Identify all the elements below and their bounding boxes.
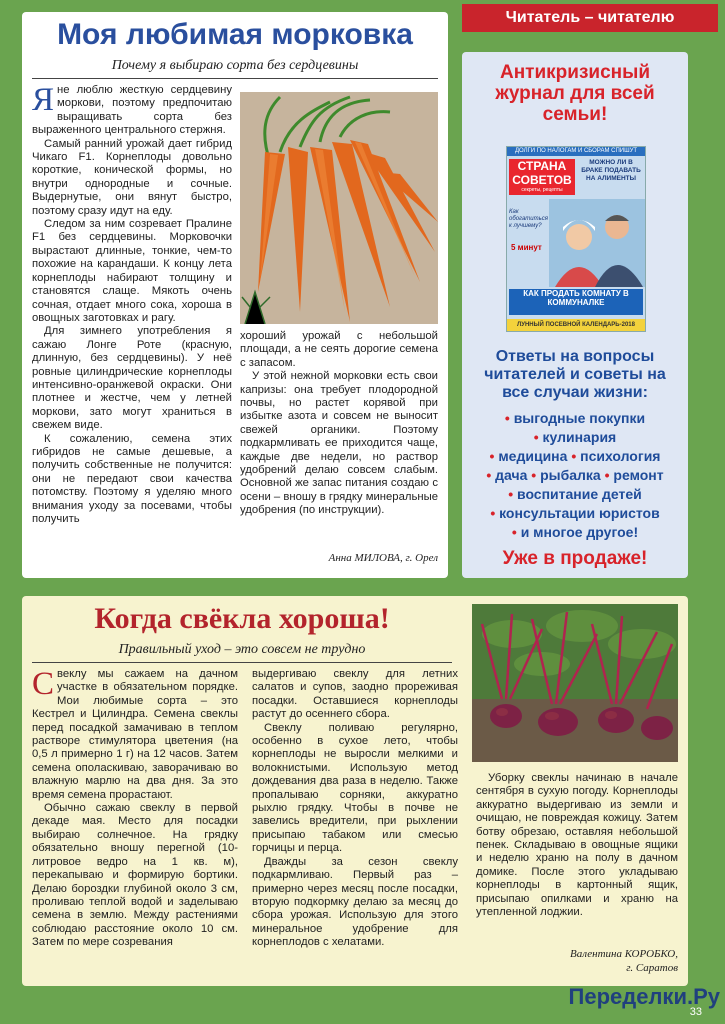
beet-paragraph: Свеклу поливаю регулярно, особенно в сухое лето, чтобы корнеплоды не выросли мелкими и волокнистыми. Использую метод дождевания два раза в неделю. Также пропалываю сорняки, аккуратно рыхлю грядку. Чтобы в почве не завелись вредители, при рыхлении присыпаю табаком или смесью горчицы и перца. bbox=[252, 721, 458, 855]
carrot-paragraph: Самый ранний урожай дает гибрид Чикаго F1. Корнеплоды довольно короткие, конической формы, но внутри однородные и сочные. Выдернутые, они вянут быстро, поэтому сразу идут на еду. bbox=[32, 137, 232, 217]
ad-answers: Ответы на вопросы читателей и советы на все случаи жизни: bbox=[484, 348, 666, 401]
ad-topics bbox=[468, 409, 682, 542]
cover-top-banner: ДОЛГИ ПО НАЛОГАМ И СБОРАМ СПИШУТ bbox=[507, 147, 645, 156]
beet-column-2 bbox=[252, 668, 458, 950]
cover-logo bbox=[509, 159, 575, 195]
beet-column-3 bbox=[476, 772, 678, 919]
magazine-ad bbox=[462, 52, 688, 578]
beet-photo bbox=[472, 604, 678, 762]
beet-paragraph: веклу мы сажаем на дачном участке в обязательном порядке. Мои любимые сорта – это Кестрел и Цилиндра. Семена свеклы перед посадкой замачиваю в теплом растворе стимулятора цветения (на 0,5 л примерно 1 г) на 12 часов. Затем семена ополаскиваю, заворачиваю во влажную марлю на два дня. За это время семена прорастают. bbox=[32, 668, 238, 801]
ad-on-sale: Уже в продаже! bbox=[502, 548, 648, 569]
beet-column-1 bbox=[32, 668, 238, 950]
carrot-article bbox=[22, 12, 448, 578]
cover-tagline: секреты, рецепты bbox=[521, 187, 563, 193]
beet-title: Когда свёкла хороша! bbox=[94, 602, 390, 635]
watermark: Переделки.Ру bbox=[568, 984, 720, 1009]
carrot-rule bbox=[32, 78, 438, 79]
topic-row: • медицина • психология bbox=[489, 448, 661, 464]
carrot-paragraph: Следом за ним созревает Пралине F1 без сердцевины. Морковочки вырастают длинные, тонкие, чем-то похожие на карандаши. К концу лета корнеплоды набирают толщину и становятся слаще. Мякоть очень сочная, отдает много сока, хороша в овощных заготовках и рагу. bbox=[32, 218, 232, 324]
section-tag: Читатель – читателю bbox=[462, 4, 718, 32]
topic-row: • консультации юристов bbox=[490, 505, 660, 521]
magazine-cover bbox=[506, 146, 646, 332]
cover-name-2: СОВЕТОВ bbox=[512, 173, 572, 187]
cover-headline-2: Как обогатиться к лучшему? bbox=[509, 209, 548, 229]
cover-headline-3: 5 минут bbox=[511, 243, 542, 252]
carrot-paragraph: Для зимнего употребления я сажаю Лонге Роте (красную, длинную, без сердцевины). У неё ровные цилиндрические корнеплоды интенсивно-оранжевой окраски. Они плотнее и жестче, чем у летней моркови, зато могут храниться в свежем виде. bbox=[32, 325, 232, 432]
cover-headline-1: МОЖНО ЛИ В БРАКЕ ПОДАВАТЬ НА АЛИМЕНТЫ bbox=[581, 159, 641, 182]
carrot-signature: Анна МИЛОВА, г. Орел bbox=[328, 552, 438, 564]
cover-photo bbox=[549, 199, 645, 287]
beet-drop-cap: С bbox=[32, 666, 55, 702]
cover-bottom: ЛУННЫЙ ПОСЕВНОЙ КАЛЕНДАРЬ-2018 bbox=[507, 319, 645, 331]
carrot-paragraph: хороший урожай с небольшой площади, а не сеять дорогие семена с запасом. bbox=[240, 330, 438, 369]
carrot-paragraph: У этой нежной морковки есть свои капризы: она требует плодородной почвы, но растет корявой при избытке азота и совсем не выносит свежей органики. Поэтому подкармливать ее приходится чаще, каждые две недели, но раствор удобрений делаю совсем слабым. Основной же запас питания создаю с осени – вношу в грядку минеральные удобрения (по инструкции). bbox=[240, 370, 438, 517]
page-number: 33 bbox=[689, 1006, 702, 1018]
cover-name-1: СТРАНА bbox=[517, 159, 567, 173]
topic-row: • кулинария bbox=[533, 429, 617, 445]
beet-paragraph: Дважды за сезон свеклу подкармливаю. Первый раз – примерно через месяц после посадки, вторую подкормку делаю за месяц до сбора урожая. Использую для этого минеральное удобрение для корнеплодов с хелатами. bbox=[252, 855, 458, 949]
carrot-photo bbox=[240, 92, 438, 324]
carrot-column-1 bbox=[32, 84, 232, 526]
ad-title: Антикризисный журнал для всей семьи! bbox=[495, 62, 655, 125]
beet-paragraph: Обычно сажаю свеклу в первой декаде мая. Место для посадки выбираю солнечное. На грядку обязательно вношу перегной (10-литровое ведро на 1 кв. м), перекапываю и формирую бортики. Делаю бороздки глубиной около 3 см, проливаю теплой водой и заделываю семена в землю. Между растениями соблюдаю расстояние около 10 см. Затем по мере созревания bbox=[32, 802, 238, 949]
beet-rule bbox=[32, 662, 452, 663]
beet-signature-name: Валентина КОРОБКО, bbox=[569, 948, 678, 960]
beet-article bbox=[22, 596, 688, 986]
carrot-paragraph: К сожалению, семена этих гибридов не самые дешевые, а получить собственные не получится: они не передают свои качества потомству. Поэтому я уделяю много внимания уходу за посевами, чтобы получить bbox=[32, 432, 232, 525]
topic-row: • и многое другое! bbox=[511, 524, 639, 540]
carrot-title: Моя любимая морковка bbox=[57, 18, 413, 51]
beet-subtitle: Правильный уход – это совсем не трудно bbox=[118, 642, 366, 657]
cover-headline-4: КАК ПРОДАТЬ КОМНАТУ В КОММУНАЛКЕ bbox=[509, 289, 643, 315]
beet-signature-city: г. Саратов bbox=[626, 962, 678, 974]
beet-paragraph: Уборку свеклы начинаю в начале сентября в сухую погоду. Корнеплоды аккуратно выдергиваю из земли и очищаю, не повреждая кожицу. Затем ботву обрезаю, оставляя небольшой пенек. Складываю в овощные ящики и неделю храню на полу в дачном домике. После этого укладываю корнеплоды в картонный ящик, присыпаю опилками и храню на утепленной лоджии. bbox=[476, 772, 678, 919]
topic-row: • дача • рыбалка • ремонт bbox=[486, 467, 664, 483]
topic-row: • выгодные покупки bbox=[504, 410, 646, 426]
carrot-drop-cap: Я bbox=[32, 82, 55, 118]
beet-paragraph: выдергиваю свеклу для летних салатов и супов, заодно прореживая посадки. Оставшиеся корнеплоды растут до осеннего сбора. bbox=[252, 668, 458, 721]
carrot-subtitle: Почему я выбираю сорта без сердцевины bbox=[111, 58, 359, 73]
carrot-column-2 bbox=[240, 330, 438, 518]
carrot-paragraph: не люблю жесткую сердцевину моркови, поэтому предпочитаю выращивать сорта без выраженного центрального стержня. bbox=[32, 84, 232, 137]
topic-row: • воспитание детей bbox=[508, 486, 642, 502]
